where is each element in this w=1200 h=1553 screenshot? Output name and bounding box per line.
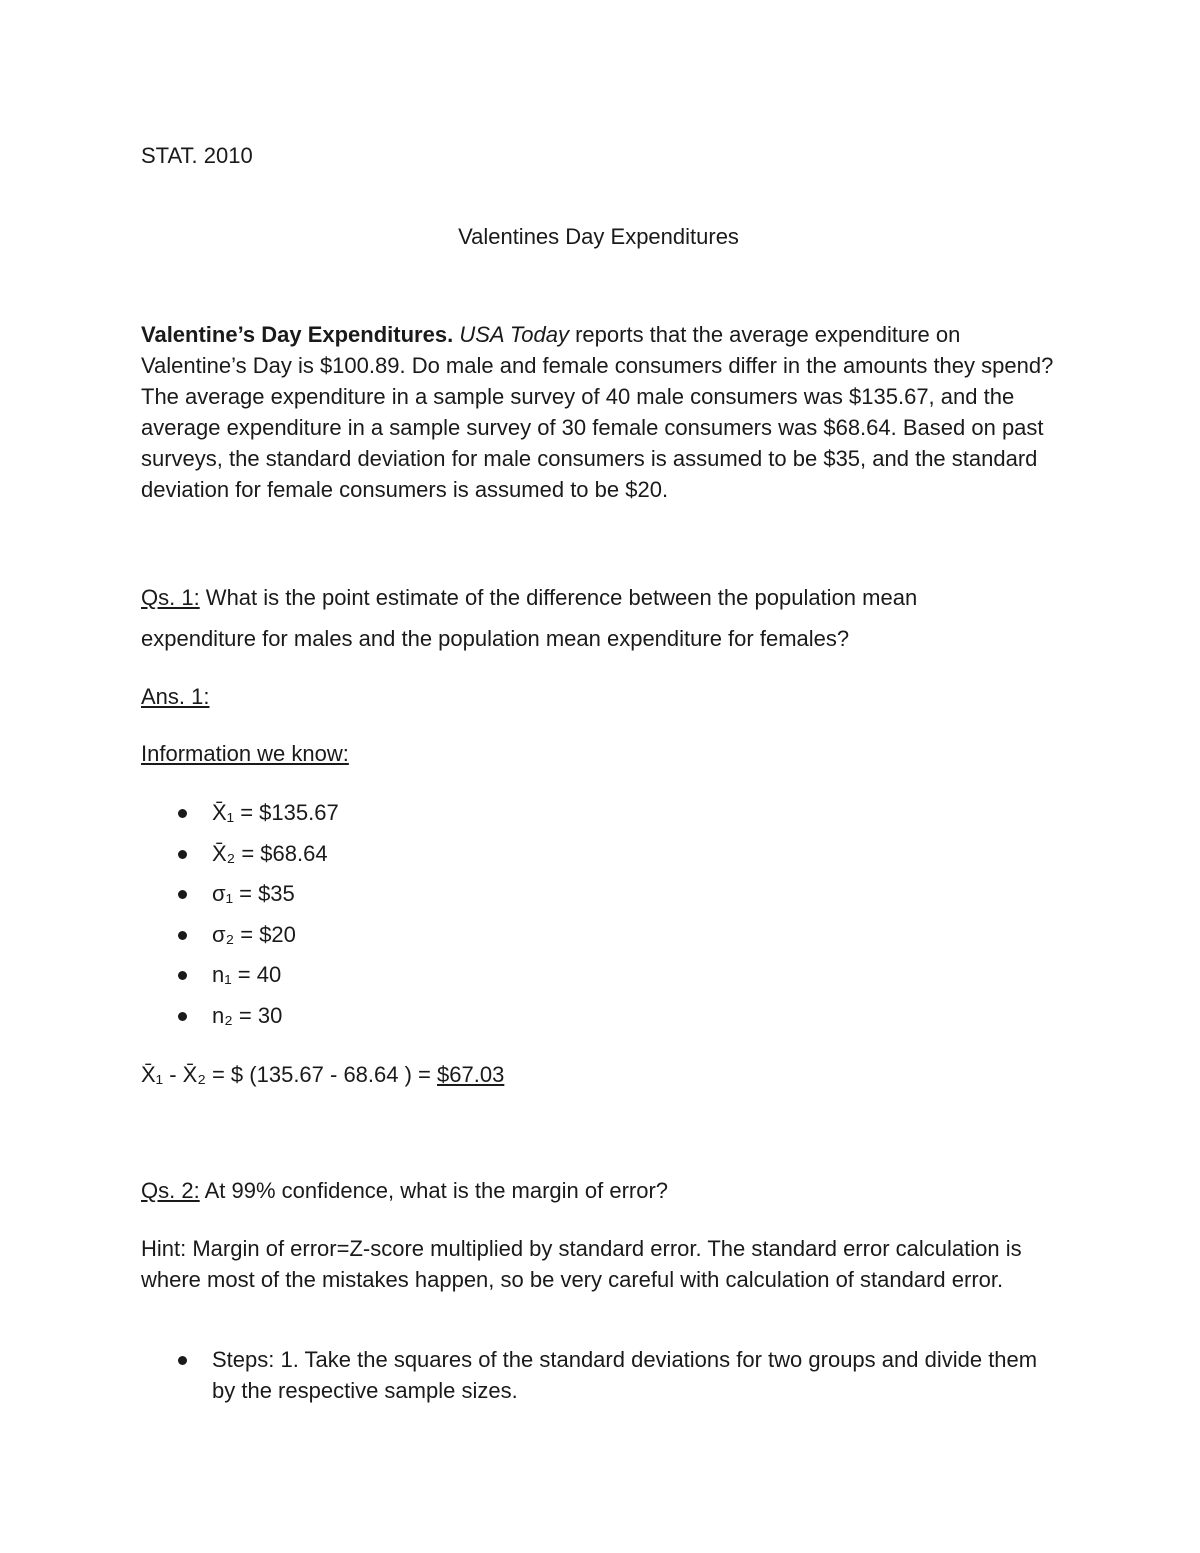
bullet-icon <box>178 809 187 818</box>
known-values-list <box>141 797 339 1041</box>
bullet-icon <box>178 890 187 899</box>
known-n-1: n₁ = 40 <box>212 962 282 988</box>
difference-result: $67.03 <box>437 1062 505 1087</box>
list-item <box>141 959 339 1000</box>
known-sd-1: σ₁ = $35 <box>212 881 295 907</box>
list-item <box>141 797 339 838</box>
source-name: USA Today <box>459 322 569 347</box>
list-item <box>141 1000 339 1041</box>
question-1-label: Qs. 1: <box>141 585 200 610</box>
hint-paragraph: Hint: Margin of error=Z-score multiplied by standard error. The standard error calculation is where most of the mistakes happen, so be very careful with calculation of standard error. <box>141 1236 1022 1292</box>
bullet-icon <box>178 971 187 980</box>
known-sd-2: σ₂ = $20 <box>212 921 296 947</box>
answer-1-label: Ans. 1: <box>141 684 210 709</box>
difference-calculation <box>141 1059 504 1090</box>
list-item <box>141 919 339 960</box>
question-1-line-1 <box>141 582 917 613</box>
known-n-2: n₂ = 30 <box>212 1002 283 1028</box>
question-2 <box>141 1175 668 1206</box>
bullet-icon <box>178 931 187 940</box>
question-2-label: Qs. 2: <box>141 1178 200 1203</box>
steps-text: Steps: 1. Take the squares of the standard deviations for two groups and divide them by the respective sample sizes. <box>212 1347 1038 1403</box>
question-2-text: At 99% confidence, what is the margin of error? <box>199 1178 669 1203</box>
course-code: STAT. 2010 <box>141 143 253 168</box>
difference-expression: X̄₁ - X̄₂ = $ (135.67 - 68.64 ) = <box>141 1062 438 1087</box>
known-mean-2: X̄₂ = $68.64 <box>212 840 328 866</box>
document-page <box>141 0 1056 1553</box>
bullet-icon <box>178 850 187 859</box>
problem-statement <box>141 319 1056 505</box>
problem-heading: Valentine’s Day Expenditures. <box>141 322 454 347</box>
list-item <box>141 878 339 919</box>
question-1-text: What is the point estimate of the difference between the population mean <box>199 585 918 610</box>
bullet-icon <box>178 1012 187 1021</box>
list-item <box>141 838 339 879</box>
info-heading: Information we know: <box>141 741 349 766</box>
known-mean-1: X̄₁ = $135.67 <box>212 800 339 825</box>
question-1-line-2: expenditure for males and the population mean expenditure for females? <box>141 626 850 651</box>
page-title: Valentines Day Expenditures <box>458 224 739 249</box>
bullet-icon <box>178 1356 187 1365</box>
problem-body: reports that the average expenditure on Valentine’s Day is $100.89. Do male and female consumers differ in the amounts they spend? The average expenditure in a sample survey of 40 male consumers was $135.67, and the average expenditure in a sample survey of 30 female consumers was $68.64. Based on past surveys, the standard deviation for male consumers is assumed to be $35, and the standard deviation for female consumers is assumed to be $20. <box>141 322 1054 502</box>
